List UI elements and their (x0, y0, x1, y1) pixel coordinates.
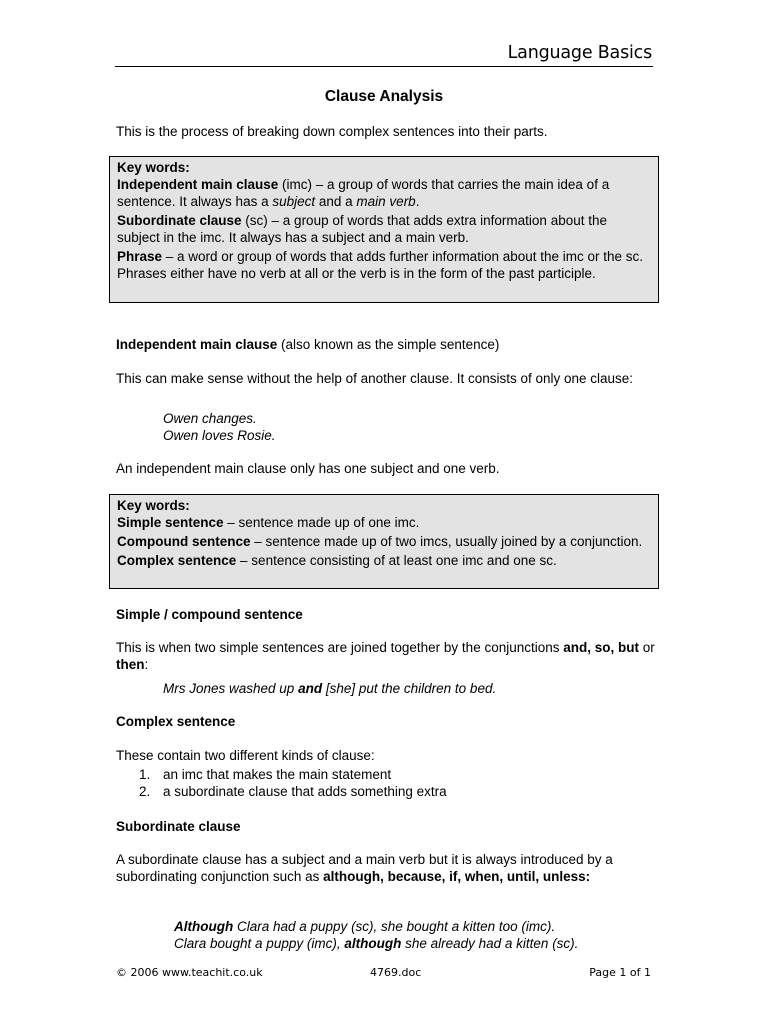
intro-paragraph: This is the process of breaking down complex sentences into their parts. (116, 124, 548, 139)
compound-text: : (144, 657, 149, 672)
key-word-entry (117, 176, 651, 210)
document-title: Clause Analysis (324, 88, 444, 105)
imc-heading-bold: Independent main clause (116, 337, 278, 352)
example-text: Clara had a puppy (sc), she bought a kitten too (imc). (233, 919, 556, 934)
imc-example: Owen changes. (163, 411, 257, 426)
subordinate-heading: Subordinate clause (116, 819, 241, 834)
key-term: Complex sentence (117, 552, 237, 568)
list-item (139, 784, 447, 801)
compound-conjunctions: and, so, but (563, 640, 639, 655)
example-conjunction: although (344, 936, 402, 951)
key-word-entry (117, 552, 651, 569)
example-conjunction: and (298, 681, 323, 696)
list-text: a subordinate clause that adds something extra (163, 783, 447, 799)
complex-list (139, 767, 447, 800)
complex-heading: Complex sentence (116, 714, 236, 729)
compound-example (163, 680, 496, 697)
compound-heading: Simple / compound sentence (116, 607, 303, 622)
footer-page-number: Page 1 of 1 (589, 966, 651, 979)
subordinate-example (174, 918, 555, 935)
footer-copyright: © 2006 www.teachit.co.uk (116, 966, 263, 979)
complex-paragraph: These contain two different kinds of clause: (116, 748, 375, 763)
imc-heading (116, 336, 656, 353)
key-word-entry (117, 212, 651, 246)
list-item (139, 767, 447, 784)
compound-text: or (639, 640, 655, 655)
key-definition: and a (315, 194, 357, 210)
key-definition: (imc) – a group of words that carries the main idea of a sentence. It always has a (117, 177, 610, 210)
key-definition: (sc) – a group of words that adds extra information about the subject in the imc. It always has a subject and a main verb. (117, 213, 607, 246)
imc-example: Owen loves Rosie. (163, 428, 276, 443)
key-definition: – sentence made up of one imc. (223, 515, 420, 531)
example-text: she already had a kitten (sc). (401, 936, 579, 951)
subordinate-conjunctions: although, because, if, when, until, unless: (323, 869, 591, 884)
key-words-box-1 (109, 156, 659, 303)
key-definition-italic: main verb (356, 194, 416, 210)
key-word-entry (117, 514, 651, 531)
key-definition: . (415, 194, 420, 210)
footer-filename: 4769.doc (370, 966, 422, 979)
list-number: 1. (139, 767, 151, 782)
subordinate-example (174, 935, 578, 952)
imc-heading-rest: (also known as the simple sentence) (277, 337, 500, 352)
imc-note: An independent main clause only has one subject and one verb. (116, 461, 500, 476)
key-term: Simple sentence (117, 515, 224, 531)
list-text: an imc that makes the main statement (163, 767, 392, 782)
subordinate-paragraph (116, 851, 621, 885)
example-text: Clara bought a puppy (imc), (174, 936, 345, 951)
key-definition: – sentence consisting of at least one imc and one sc. (236, 552, 557, 568)
key-words-box-2 (109, 494, 659, 589)
imc-paragraph: This can make sense without the help of another clause. It consists of only one clause: (116, 371, 634, 386)
key-definition: – sentence made up of two imcs, usually joined by a conjunction. (250, 533, 643, 549)
key-word-entry (117, 533, 651, 550)
compound-conjunctions: then (116, 657, 145, 672)
key-term: Compound sentence (117, 533, 251, 549)
key-term: Subordinate clause (117, 213, 242, 229)
compound-text: This is when two simple sentences are joined together by the conjunctions (116, 640, 564, 655)
key-words-heading: Key words: (117, 160, 190, 175)
example-text: Mrs Jones washed up (163, 681, 299, 696)
subordinate-text: A subordinate clause has a subject and a main verb but it is always introduced by a subordinating conjunction such as (116, 852, 613, 884)
key-term: Independent main clause (117, 177, 279, 193)
example-text: [she] put the children to bed. (322, 681, 497, 696)
key-term: Phrase (117, 249, 163, 265)
key-definition: – a word or group of words that adds further information about the imc or the sc. Phrases either have no verb at all or the verb is in the form of the past participle. (117, 249, 644, 282)
header-rule (115, 66, 653, 67)
key-word-entry (117, 248, 651, 282)
list-number: 2. (139, 783, 151, 799)
header-title: Language Basics (507, 43, 652, 63)
compound-paragraph (116, 639, 656, 673)
example-conjunction: Although (174, 919, 234, 934)
key-words-heading: Key words: (117, 498, 190, 513)
key-definition-italic: subject (272, 194, 316, 210)
